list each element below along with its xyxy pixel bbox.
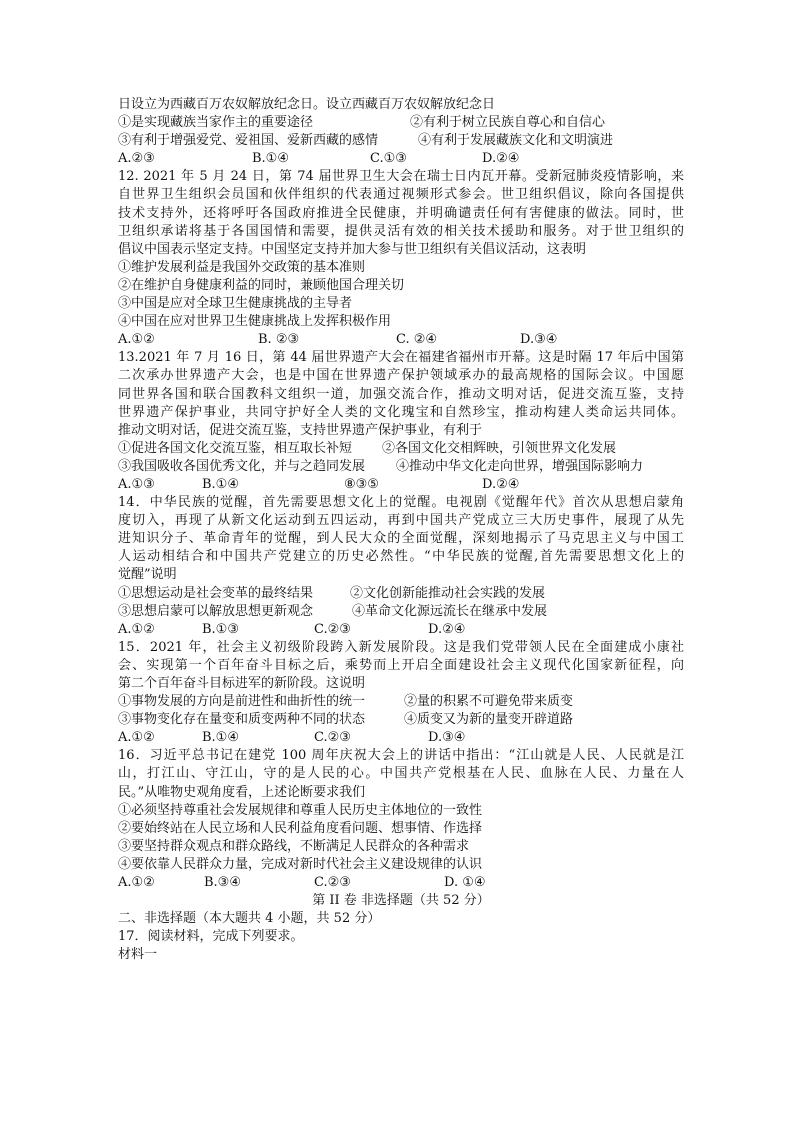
q16-s1: ①必须坚持尊重社会发展规律和尊重人民历史主体地位的一致性 (118, 802, 483, 818)
q12-s3: ③中国是应对全球卫生健康挑战的主导者 (118, 296, 353, 312)
q13-line: 推动文明对话，促进交流互鉴，支持世界遗产保护事业，有利于 (118, 422, 483, 438)
q15-line: 会、实现第一个百年奋斗目标之后，乘势而上开启全面建设社会主义现代化国家新征程，向 (118, 657, 684, 673)
q11-s3: ③有利于增强爱党、爱祖国、爱新西藏的感情 (118, 133, 379, 149)
q13-stem (118, 349, 684, 439)
q12-line: 技术支持外，还将呼吁各国政府推进全民健康，并明确谴责任何有害健康的做法。同时，世 (118, 205, 684, 221)
q13-choice-c: ⑧③⑤ (344, 476, 379, 492)
q14-s4: ④革命文化源远流长在继承中发展 (352, 603, 548, 619)
q15-s2: ②量的积累不可避免带来质变 (404, 694, 574, 710)
q12-line: 12. 2021 年 5 月 24 日，第 74 届世界卫生大会在瑞士日内瓦开幕。受新冠肺炎疫情影响，来 (118, 169, 684, 185)
q16-line: 16．习近平总书记在建党 100 周年庆祝大会上的讲话中指出：“江山就是人民、人民就是江 (118, 748, 684, 764)
q14-line: 14．中华民族的觉醒，首先需要思想文化上的觉醒。电视剧《觉醒年代》首次从思想启蒙角 (118, 495, 684, 511)
intro-line: 日设立为西藏百万农奴解放纪念日。设立西藏百万农奴解放纪念日 (118, 97, 496, 112)
q12-stem (118, 168, 684, 258)
q11-statements-2 (118, 132, 684, 150)
q16-line: 民。”从唯物史观角度看，上述论断要求我们 (118, 784, 366, 800)
q14-statements-1 (118, 585, 684, 603)
q14-s3: ③思想启蒙可以解放思想更新观念 (118, 603, 314, 619)
q13-line: 二次承办世界遗产大会，也是中国在世界遗产保护领域承办的最高规格的国际会议。中国愿 (118, 368, 684, 384)
q14-choice-c: C.②③ (314, 621, 351, 637)
q11-s2: ②有利于树立民族自尊心和自信心 (410, 115, 606, 131)
q14-line: 度切入，再现了从新文化运动到五四运动，再到中国共产党成立三大历史事件，展现了从先 (118, 513, 684, 529)
q15-stem (118, 639, 684, 693)
q15-statements-1 (118, 693, 684, 711)
q12-choice-b: B. ②③ (258, 332, 300, 348)
q16-choice-c: C.②③ (314, 875, 351, 891)
q15-choice-b: B.①④ (202, 730, 239, 746)
q11-statements-1 (118, 114, 684, 132)
q14-stem (118, 494, 684, 584)
q13-choice-a: A.①③ (118, 476, 155, 492)
q16-s3: ③要坚持群众观点和群众路线，不断满足人民群众的各种需求 (118, 838, 470, 854)
q16-choice-d: D. ①④ (444, 875, 486, 891)
q14-s1: ①思想运动是社会变革的最终结果 (118, 585, 314, 601)
q13-s2: ②各国文化交相辉映，引领世界文化发展 (382, 440, 617, 456)
q13-choice-b: B.①④ (202, 476, 239, 492)
q16-line: 山，打江山、守江山，守的是人民的心。中国共产党根基在人民、血脉在人民、力量在人 (118, 766, 684, 782)
q12-s1: ①维护发展利益是我国外交政策的基本准则 (118, 259, 366, 275)
q13-s1: ①促进各国文化交流互鉴，相互取长补短 (118, 440, 353, 456)
q15-s1: ①事物发展的方向是前进性和曲折性的统一 (118, 694, 366, 710)
q12-choice-d: D.③④ (520, 332, 558, 348)
q14-line: 进知识分子、革命青年的觉醒，到人民大众的全面觉醒，深刻地揭示了马克思主义与中国工 (118, 531, 684, 547)
q12-line: 卫组织承诺将基于各国国情和需要，提供灵活有效的相关技术援助和服务。对于世卫组织的 (118, 223, 684, 239)
q11-choice-c: C.①③ (370, 151, 407, 167)
q11-choice-a: A.②③ (118, 151, 155, 167)
part2-title: 第 II 卷 非选择题（共 52 分） (312, 893, 490, 909)
q13-line: 同世界各国和联合国教科文组织一道，加强交流合作，推动文明对话，促进交流互鉴，支持 (118, 386, 684, 402)
part2-section-heading: 二、非选择题（本大题共 4 小题，共 52 分） (118, 911, 381, 927)
q14-line: 人运动相结合和中国共产党建立的历史必然性。“中华民族的觉醒,首先需要思想文化上的 (118, 549, 684, 565)
q15-statements-2 (118, 711, 684, 729)
q13-line: 世界遗产保护事业，共同守护好全人类的文化瑰宝和自然珍宝，推动构建人类命运共同体。 (118, 404, 684, 420)
material-label: 材料一 (118, 947, 158, 963)
q16-choice-a: A.①② (118, 875, 155, 891)
q14-s2: ②文化创新能推动社会实践的发展 (350, 585, 546, 601)
q15-choice-a: A.①② (118, 730, 155, 746)
q16-s2: ②要始终站在人民立场和人民利益角度看问题、想事情、作选择 (118, 820, 483, 836)
q11-choice-d: D.②④ (482, 151, 520, 167)
q15-line: 第二个百年奋斗目标进军的新阶段。这说明 (118, 676, 366, 691)
q12-s2: ②在维护自身健康利益的同时，兼顾他国合理关切 (118, 277, 405, 293)
q16-choices (118, 874, 684, 892)
q16-stem (118, 747, 684, 801)
q14-choice-d: D.②④ (428, 621, 466, 637)
q15-s3: ③事物变化存在量变和质变两种不同的状态 (118, 712, 366, 728)
q13-statements-2 (118, 458, 684, 476)
q12-choice-c: C. ②④ (396, 332, 438, 348)
q11-choice-b: B.①④ (252, 151, 289, 167)
q16-s4: ④要依靠人民群众力量，完成对新时代社会主义建设规律的认识 (118, 856, 483, 872)
q12-choice-a: A.①② (118, 332, 155, 348)
q16-choice-b: B.③④ (204, 875, 241, 891)
q14-line: 觉醒”说明 (118, 567, 177, 583)
q15-choice-d: D.③④ (428, 730, 466, 746)
q14-choices (118, 621, 684, 639)
q17-instruction: 17．阅读材料，完成下列要求。 (118, 929, 304, 945)
q15-choices (118, 729, 684, 747)
q12-choices (118, 331, 684, 349)
q13-statements-1 (118, 440, 684, 458)
q14-choice-a: A.①② (118, 621, 155, 637)
q14-choice-b: B.①③ (202, 621, 239, 637)
q11-s1: ①是实现藏族当家作主的重要途径 (118, 115, 314, 131)
q15-line: 15．2021 年，社会主义初级阶段跨入新发展阶段。这是我们党带领人民在全面建成小康社 (118, 639, 684, 655)
q12-line: 倡议中国表示坚定支持。中国坚定支持并加大参与世卫组织有关倡议活动，这表明 (118, 241, 587, 257)
q14-statements-2 (118, 603, 684, 621)
q15-choice-c: C.②③ (314, 730, 351, 746)
q11-s4: ④有利于发展藏族文化和文明演进 (418, 133, 614, 149)
q13-choices (118, 476, 684, 494)
q12-line: 自世界卫生组织会员国和伙伴组织的代表通过视频形式参会。世卫组织倡议，除向各国提供 (118, 187, 684, 203)
q12-s4: ④中国在应对世界卫生健康挑战上发挥积极作用 (118, 314, 392, 330)
q13-line: 13.2021 年 7 月 16 日，第 44 届世界遗产大会在福建省福州市开幕。这是时隔 17 年后中国第 (118, 350, 684, 366)
q11-choices (118, 150, 684, 168)
q13-choice-d: D.②④ (482, 476, 520, 492)
q13-s4: ④推动中华文化走向世界，增强国际影响力 (396, 458, 644, 474)
q13-s3: ③我国吸收各国优秀文化，并与之趋同发展 (118, 458, 366, 474)
exam-page (118, 96, 684, 965)
q15-s4: ④质变又为新的量变开辟道路 (404, 712, 574, 728)
